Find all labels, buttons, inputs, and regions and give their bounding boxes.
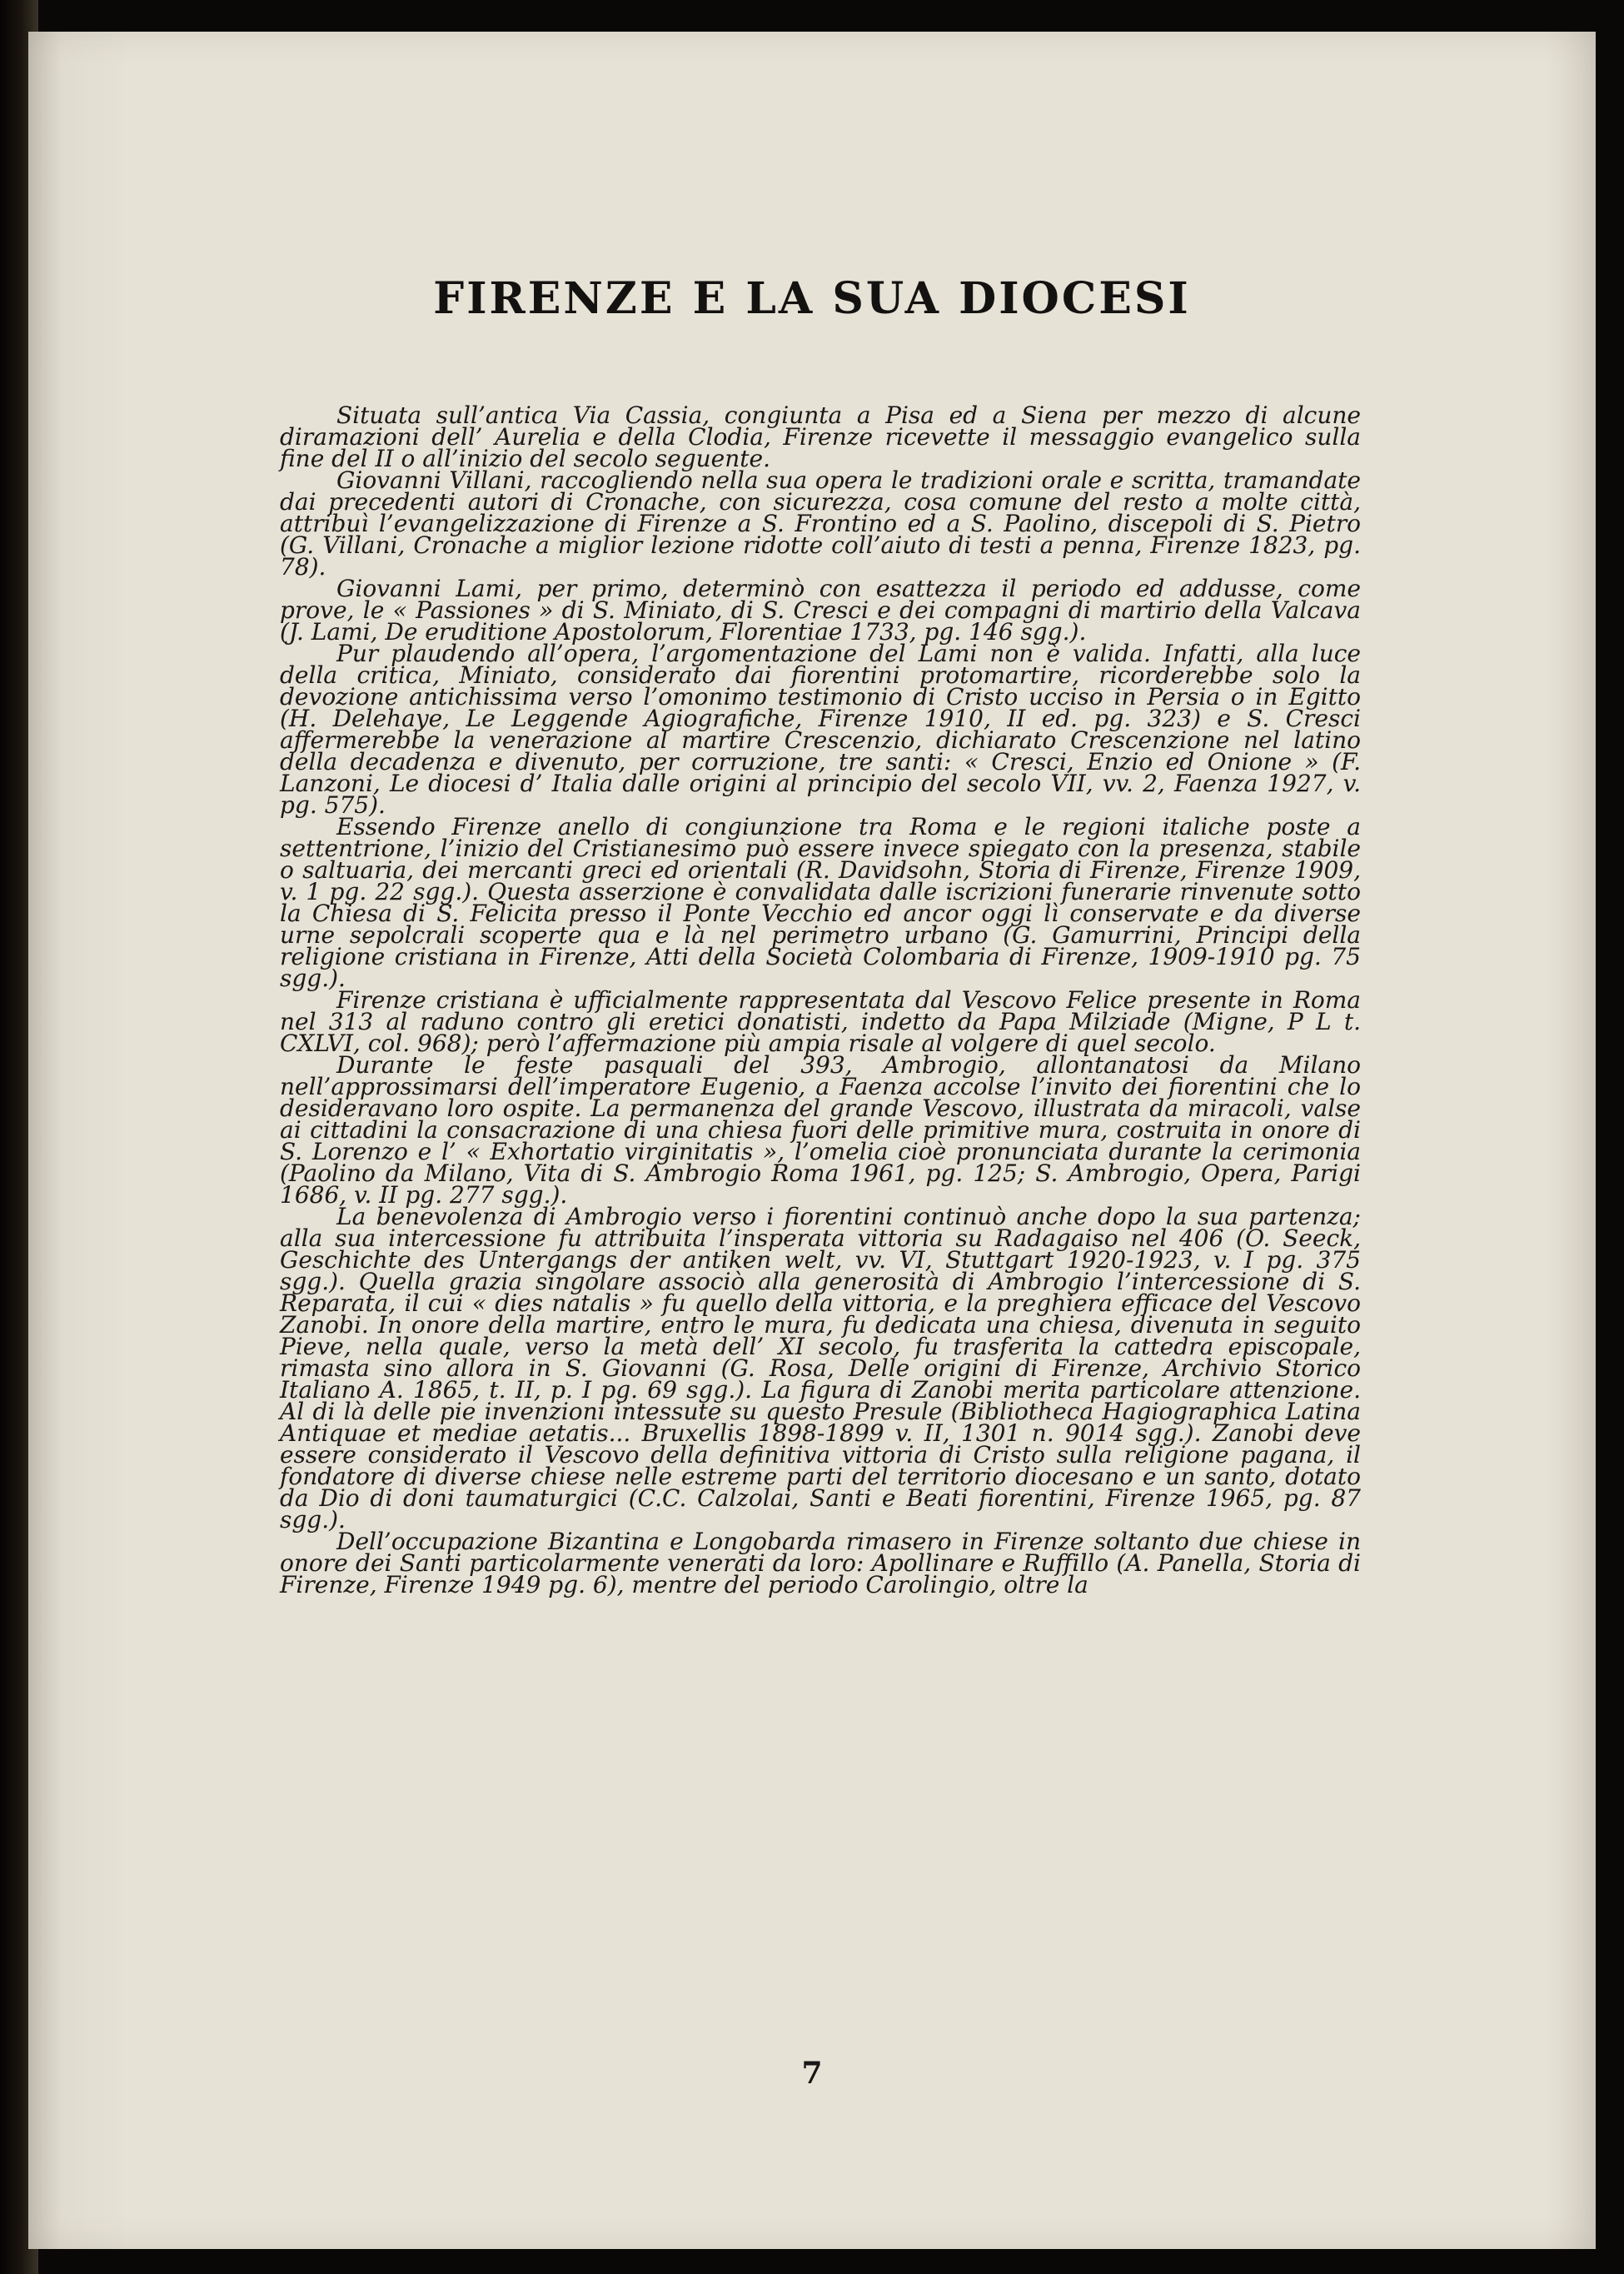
- book-page: [28, 32, 1596, 2249]
- paragraph: Giovanni Lami, per primo, determinò con esattezza il periodo ed addusse, come prove, le « Passiones » di S. Miniato, di S. Cresci e dei compagni di martirio della Valcava (J. Lami, De eruditione Apostolorum, Florentiae 1733, pg. 146 sgg.).: [280, 575, 1361, 646]
- paragraph: La benevolenza di Ambrogio verso i fiorentini continuò anche dopo la sua partenza; alla sua intercessione fu attribuita l’insperata vittoria su Radagaiso nel 406 (O. Seeck, Geschichte des Untergangs der antiken welt, vv. VI, Stuttgart 1920-1923, v. I pg. 375 sgg.). Quella grazia singolare associò alla generosità di Ambrogio l’intercessione di S. Reparata, il cui « dies natalis » fu quello della vittoria, e la preghiera efficace del Vescovo Zanobi. In onore della martire, entro le mura, fu dedicata una chiesa, divenuta in seguito Pieve, nella quale, verso la metà dell’ XI secolo, fu trasferita la cattedra episcopale, rimasta sino allora in S. Giovanni (G. Rosa, Delle origini di Firenze, Archivio Storico Italiano A. 1865, t. II, p. I pg. 69 sgg.). La figura di Zanobi merita particolare attenzione. Al di là delle pie invenzioni intessute su questo Presule (Bibliotheca Hagiographica Latina Antiquae et mediae aetatis... Bruxellis 1898-1899 v. II, 1301 n. 9014 sgg.). Zanobi deve essere considerato il Vescovo della definitiva vittoria di Cristo sulla religione pagana, il fondatore di diverse chiese nelle estreme parti del territorio diocesano e un santo, dotato da Dio di doni taumaturgici (C.C. Calzolai, Santi e Beati fiorentini, Firenze 1965, pg. 87 sgg.).: [280, 1203, 1361, 1533]
- article-body: [280, 401, 1361, 1598]
- paragraph: Situata sull’antica Via Cassia, congiunta a Pisa ed a Siena per mezzo di alcune diramazioni dell’ Aurelia e della Clodia, Firenze ricevette il messaggio evangelico sulla fine del II o all’inizio del secolo seguente.: [280, 401, 1361, 472]
- paragraph: Essendo Firenze anello di congiunzione tra Roma e le regioni italiche poste a settentrione, l’inizio del Cristianesimo può essere invece spiegato con la presenza, stabile o saltuaria, dei mercanti greci ed orientali (R. Davidsohn, Storia di Firenze, Firenze 1909, v. 1 pg. 22 sgg.). Questa asserzione è convalidata dalle iscrizioni funerarie rinvenute sotto la Chiesa di S. Felicita presso il Ponte Vecchio ed ancor oggi lì conservate e da diverse urne sepolcrali scoperte qua e là nel perimetro urbano (G. Gamurrini, Principi della religione cristiana in Firenze, Atti della Società Colombaria di Firenze, 1909-1910 pg. 75 sgg.).: [280, 813, 1361, 992]
- paragraph: Durante le feste pasquali del 393, Ambrogio, allontanatosi da Milano nell’approssimarsi dell’imperatore Eugenio, a Faenza accolse l’invito dei fiorentini che lo desideravano loro ospite. La permanenza del grande Vescovo, illustrata da miracoli, valse ai cittadini la consacrazione di una chiesa fuori delle primitive mura, costruita in onore di S. Lorenzo e l’ « Exhortatio virginitatis », l’omelia cioè pronunciata durante la cerimonia (Paolino da Milano, Vita di S. Ambrogio Roma 1961, pg. 125; S. Ambrogio, Opera, Parigi 1686, v. II pg. 277 sgg.).: [280, 1051, 1361, 1209]
- page-title: FIRENZE E LA SUA DIOCESI: [433, 273, 1191, 324]
- paragraph: Dell’occupazione Bizantina e Longobarda rimasero in Firenze soltanto due chiese in onore dei Santi particolarmente venerati da loro: Apollinare e Ruffillo (A. Panella, Storia di Firenze, Firenze 1949 pg. 6), mentre del periodo Carolingio, oltre la: [280, 1528, 1361, 1598]
- page-number: 7: [801, 2056, 823, 2091]
- paragraph: Firenze cristiana è ufficialmente rappresentata dal Vescovo Felice presente in Roma nel 313 al raduno contro gli eretici donatisti, indetto da Papa Milziade (Migne, P L t. CXLVI, col. 968); però l’affermazione più ampia risale al volgere di quel secolo.: [280, 986, 1361, 1057]
- paragraph: Pur plaudendo all’opera, l’argomentazione del Lami non è valida. Infatti, alla luce della critica, Miniato, considerato dai fiorentini protomartire, ricorderebbe solo la devozione antichissima verso l’omonimo testimonio di Cristo ucciso in Persia o in Egitto (H. Delehaye, Le Leggende Agiografiche, Firenze 1910, II ed. pg. 323) e S. Cresci affermerebbe la venerazione al martire Crescenzio, dichiarato Crescenzione nel latino della decadenza e divenuto, per corruzione, tre santi: « Cresci, Enzio ed Onione » (F. Lanzoni, Le diocesi d’ Italia dalle origini al principio del secolo VII, vv. 2, Faenza 1927, v. pg. 575).: [280, 640, 1361, 819]
- paragraph: Giovanni Villani, raccogliendo nella sua opera le tradizioni orale e scritta, tramandate dai precedenti autori di Cronache, con sicurezza, cosa comune del resto a molte città, attribuì l’evangelizzazione di Firenze a S. Frontino ed a S. Paolino, discepoli di S. Pietro (G. Villani, Cronache a miglior lezione ridotte coll’aiuto di testi a penna, Firenze 1823, pg. 78).: [280, 466, 1361, 581]
